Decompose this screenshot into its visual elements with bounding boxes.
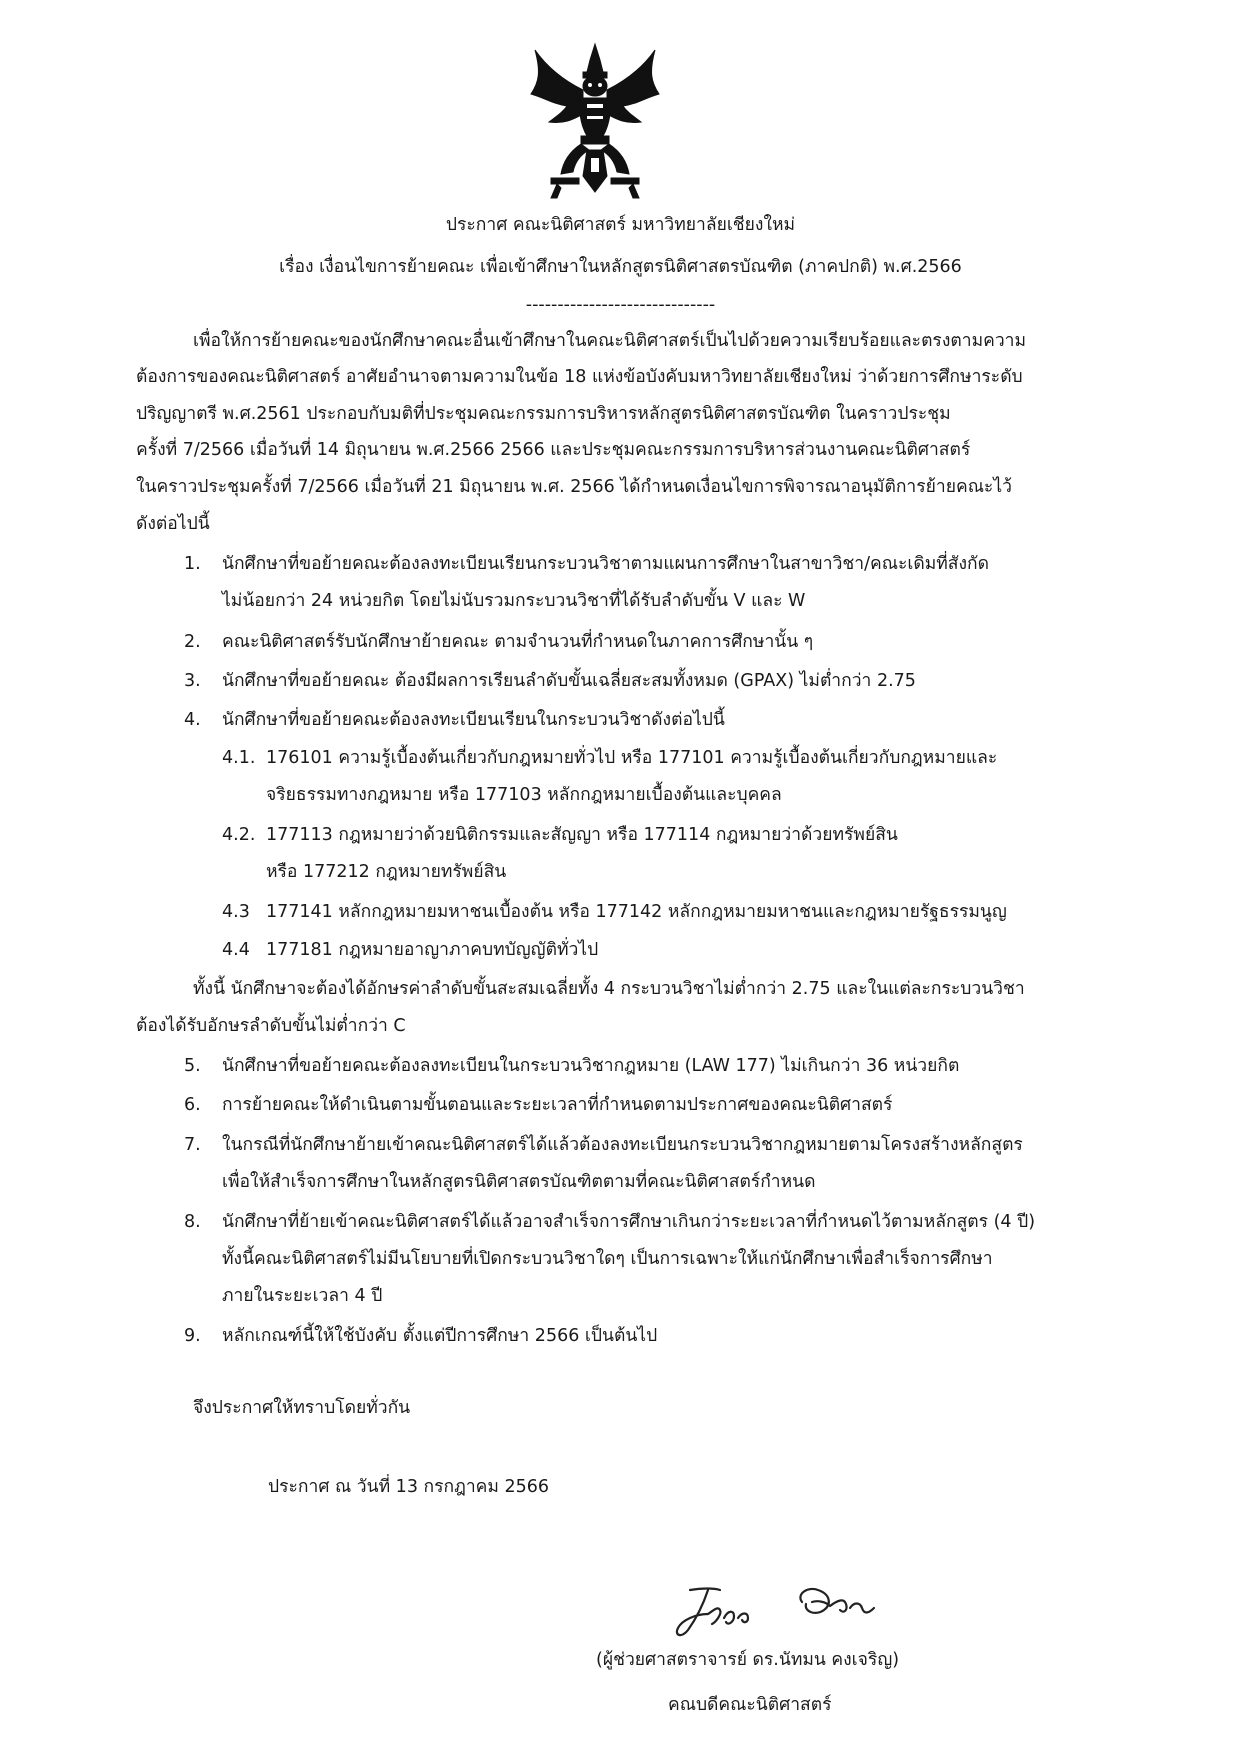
- intro-line-2: ต้องการของคณะนิติศาสตร์ อาศัยอำนาจตามความในข้อ 18 แห่งข้อบังคับมหาวิทยาลัยเชียงใหม่ ว่าด้วยการศึกษาระดับ: [136, 367, 1023, 387]
- item-8-line-2: ทั้งนี้คณะนิติศาสตร์ไม่มีนโยบายที่เปิดกระบวนวิชาใดๆ เป็นการเฉพาะให้แก่นักศึกษาเพื่อสำเร็จการศึกษา: [222, 1249, 993, 1269]
- item-4-1-line-1: 176101 ความรู้เบื้องต้นเกี่ยวกับกฎหมายทั่วไป หรือ 177101 ความรู้เบื้องต้นเกี่ยวกับกฎหมายและ: [266, 748, 998, 768]
- signer-name: (ผู้ช่วยศาสตราจารย์ ดร.นัทมน คงเจริญ): [596, 1650, 900, 1670]
- closing-announce: จึงประกาศให้ทราบโดยทั่วกัน: [193, 1398, 411, 1418]
- intro-line-1: เพื่อให้การย้ายคณะของนักศึกษาคณะอื่นเข้าศึกษาในคณะนิติศาสตร์เป็นไปด้วยความเรียบร้อยและตรงตามความ: [193, 331, 1027, 351]
- item-7-line-1: ในกรณีที่นักศึกษาย้ายเข้าคณะนิติศาสตร์ได้แล้วต้องลงทะเบียนกระบวนวิชากฎหมายตามโครงสร้างหลักสูตร: [222, 1135, 1023, 1155]
- item-6-number: 6.: [184, 1095, 201, 1115]
- item-4-number: 4.: [184, 710, 201, 730]
- item-8-number: 8.: [184, 1212, 201, 1232]
- item-4-note-line-2: ต้องได้รับอักษรลำดับขั้นไม่ต่ำกว่า C: [136, 1016, 406, 1036]
- item-5-line-1: นักศึกษาที่ขอย้ายคณะต้องลงทะเบียนในกระบวนวิชากฎหมาย (LAW 177) ไม่เกินกว่า 36 หน่วยกิต: [222, 1056, 960, 1076]
- intro-line-5: ในคราวประชุมครั้งที่ 7/2566 เมื่อวันที่ 21 มิถุนายน พ.ศ. 2566 ได้กำหนดเงื่อนไขการพิจารณาอนุมัติการย้ายคณะไว้: [136, 477, 1012, 497]
- item-9-line-1: หลักเกณฑ์นี้ให้ใช้บังคับ ตั้งแต่ปีการศึกษา 2566 เป็นต้นไป: [222, 1326, 658, 1346]
- item-2-line-1: คณะนิติศาสตร์รับนักศึกษาย้ายคณะ ตามจำนวนที่กำหนดในภาคการศึกษานั้น ๆ: [222, 632, 814, 652]
- item-7-number: 7.: [184, 1135, 201, 1155]
- item-4-3-line-1: 177141 หลักกฎหมายมหาชนเบื้องต้น หรือ 177142 หลักกฎหมายมหาชนและกฎหมายรัฐธรรมนูญ: [266, 902, 1007, 922]
- garuda-emblem-icon: [527, 42, 663, 202]
- item-4-1-number: 4.1.: [222, 748, 256, 768]
- item-8-line-1: นักศึกษาที่ย้ายเข้าคณะนิติศาสตร์ได้แล้วอาจสำเร็จการศึกษาเกินกว่าระยะเวลาที่กำหนดไว้ตามหลักสูตร (4 ปี): [222, 1212, 1036, 1232]
- item-1-line-2: ไม่น้อยกว่า 24 หน่วยกิต โดยไม่นับรวมกระบวนวิชาที่ได้รับลำดับขั้น V และ W: [222, 591, 806, 611]
- item-7-line-2: เพื่อให้สำเร็จการศึกษาในหลักสูตรนิติศาสตรบัณฑิตตามที่คณะนิติศาสตร์กำหนด: [222, 1172, 816, 1192]
- header-separator: ------------------------------: [525, 295, 716, 315]
- item-4-4-line-1: 177181 กฎหมายอาญาภาคบทบัญญัติทั่วไป: [266, 940, 599, 960]
- item-4-2-number: 4.2.: [222, 825, 256, 845]
- item-3-line-1: นักศึกษาที่ขอย้ายคณะ ต้องมีผลการเรียนลำดับขั้นเฉลี่ยสะสมทั้งหมด (GPAX) ไม่ต่ำกว่า 2.75: [222, 671, 916, 691]
- item-9-number: 9.: [184, 1326, 201, 1346]
- item-5-number: 5.: [184, 1056, 201, 1076]
- announcement-title: ประกาศ คณะนิติศาสตร์ มหาวิทยาลัยเชียงใหม่: [445, 215, 796, 235]
- item-4-line-1: นักศึกษาที่ขอย้ายคณะต้องลงทะเบียนเรียนในกระบวนวิชาดังต่อไปนี้: [222, 710, 725, 730]
- intro-line-3: ปริญญาตรี พ.ศ.2561 ประกอบกับมติที่ประชุมคณะกรรมการบริหารหลักสูตรนิติศาสตรบัณฑิต ในคราวประชุม: [136, 404, 951, 424]
- item-1-line-1: นักศึกษาที่ขอย้ายคณะต้องลงทะเบียนเรียนกระบวนวิชาตามแผนการศึกษาในสาขาวิชา/คณะเดิมที่สังกัด: [222, 554, 989, 574]
- item-3-number: 3.: [184, 671, 201, 691]
- signer-title: คณบดีคณะนิติศาสตร์: [668, 1695, 832, 1715]
- item-4-4-number: 4.4: [222, 940, 250, 960]
- item-8-line-3: ภายในระยะเวลา 4 ปี: [222, 1286, 383, 1306]
- item-6-line-1: การย้ายคณะให้ดำเนินตามขั้นตอนและระยะเวลาที่กำหนดตามประกาศของคณะนิติศาสตร์: [222, 1095, 893, 1115]
- item-4-3-number: 4.3: [222, 902, 250, 922]
- handwritten-signature-icon: [668, 1580, 928, 1642]
- announcement-date: ประกาศ ณ วันที่ 13 กรกฎาคม 2566: [268, 1477, 550, 1497]
- item-4-2-line-1: 177113 กฎหมายว่าด้วยนิติกรรมและสัญญา หรือ 177114 กฎหมายว่าด้วยทรัพย์สิน: [266, 825, 898, 845]
- intro-line-6: ดังต่อไปนี้: [136, 514, 210, 534]
- item-1-number: 1.: [184, 554, 201, 574]
- item-4-note-line-1: ทั้งนี้ นักศึกษาจะต้องได้อักษรค่าลำดับขั้นสะสมเฉลี่ยทั้ง 4 กระบวนวิชาไม่ต่ำกว่า 2.75 และในแต่ละกระบวนวิชา: [193, 979, 1025, 999]
- item-2-number: 2.: [184, 632, 201, 652]
- item-4-1-line-2: จริยธรรมทางกฎหมาย หรือ 177103 หลักกฎหมายเบื้องต้นและบุคคล: [266, 785, 782, 805]
- item-4-2-line-2: หรือ 177212 กฎหมายทรัพย์สิน: [266, 862, 507, 882]
- announcement-subject: เรื่อง เงื่อนไขการย้ายคณะ เพื่อเข้าศึกษาในหลักสูตรนิติศาสตรบัณฑิต (ภาคปกติ) พ.ศ.2566: [279, 257, 962, 277]
- intro-line-4: ครั้งที่ 7/2566 เมื่อวันที่ 14 มิถุนายน พ.ศ.2566 2566 และประชุมคณะกรรมการบริหารส่วนงานคณะนิติศาสตร์: [136, 440, 971, 460]
